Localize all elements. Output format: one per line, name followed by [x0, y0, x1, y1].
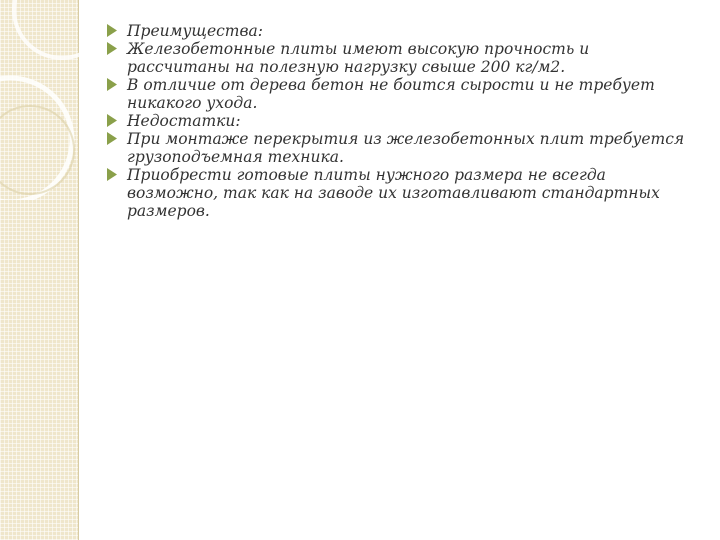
bullet-text: Преимущества: — [127, 22, 263, 40]
bullet-item — [107, 40, 697, 76]
slide-content — [107, 22, 697, 220]
bullet-icon — [107, 78, 117, 91]
bullet-icon — [107, 24, 117, 37]
bullet-text: Приобрести готовые плиты нужного размера не всегда возможно, так как на заводе их изготавливают стандартных размеров. — [127, 166, 660, 220]
bullet-item — [107, 22, 697, 40]
bullet-item — [107, 166, 697, 220]
bullet-item — [107, 76, 697, 112]
bullet-text: При монтаже перекрытия из железобетонных плит требуется грузоподъемная техника. — [127, 130, 685, 166]
bullet-item — [107, 112, 697, 130]
bullet-item — [107, 130, 697, 166]
bullet-text: Недостатки: — [127, 112, 241, 130]
bullet-list — [107, 22, 697, 220]
bullet-text: В отличие от дерева бетон не боится сырости и не требует никакого ухода. — [127, 76, 655, 112]
bullet-icon — [107, 42, 117, 55]
bullet-icon — [107, 114, 117, 127]
bullet-icon — [107, 132, 117, 145]
bullet-icon — [107, 168, 117, 181]
bullet-text: Железобетонные плиты имеют высокую прочность и рассчитаны на полезную нагрузку свыше 200 кг/м2. — [127, 40, 590, 76]
